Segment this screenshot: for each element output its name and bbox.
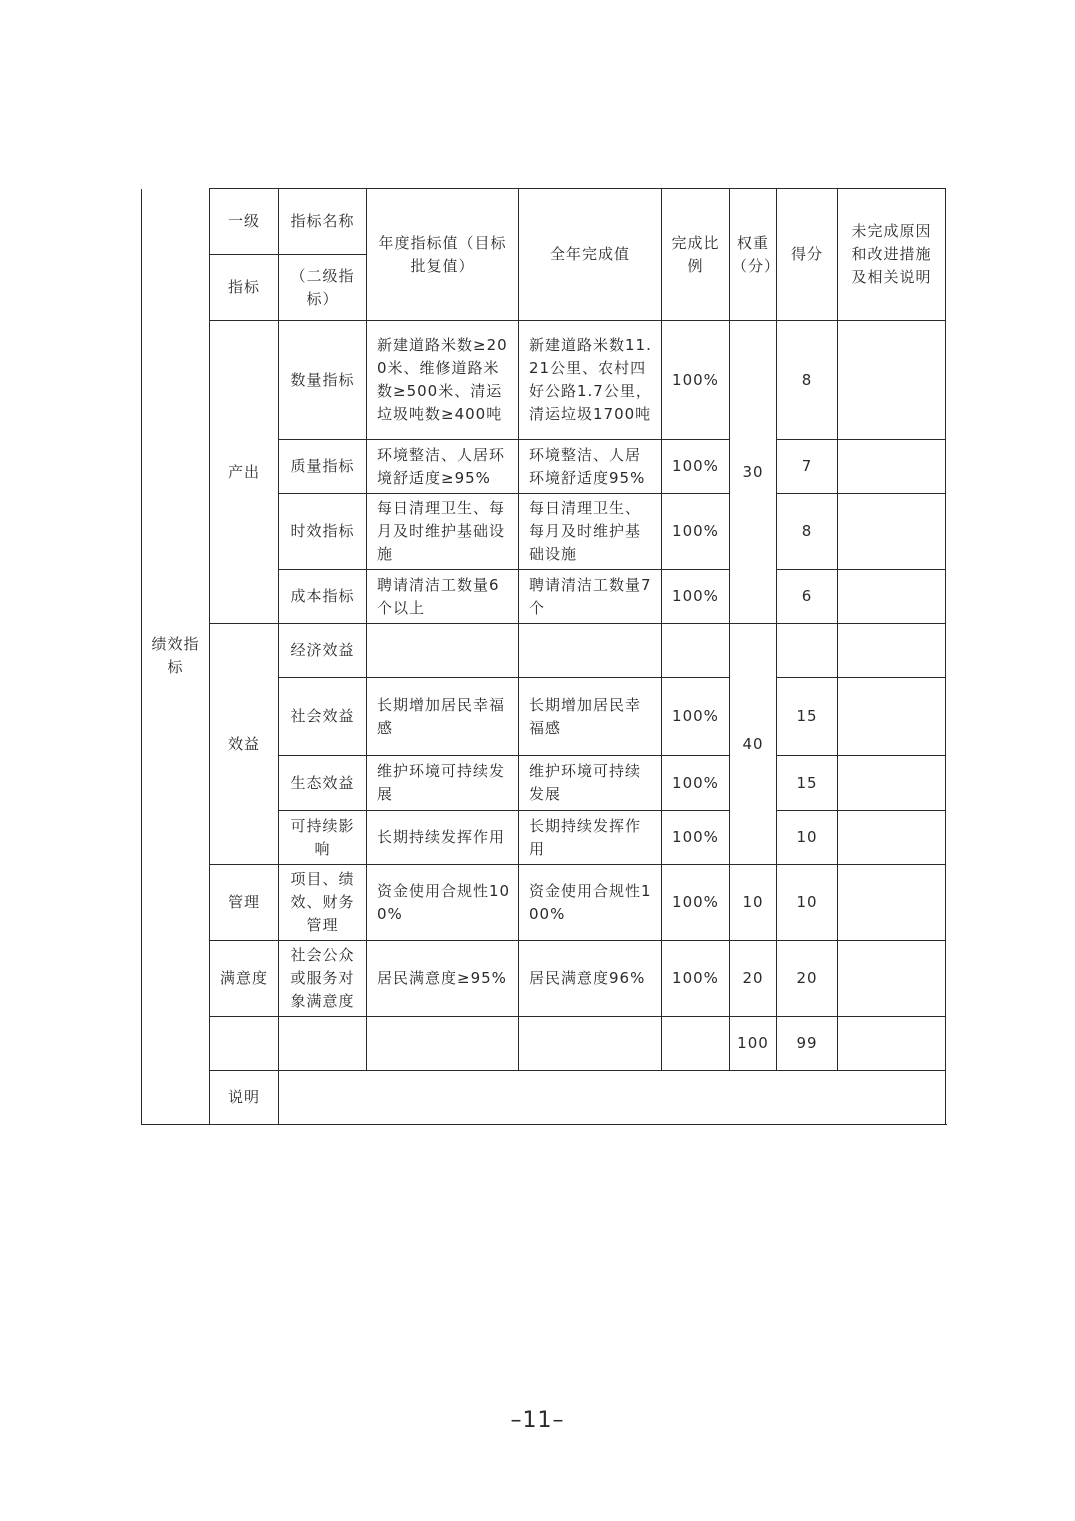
satisfaction-label: 满意度 bbox=[210, 941, 279, 1017]
indicator-name: 质量指标 bbox=[279, 440, 367, 494]
reason-cell bbox=[838, 756, 946, 811]
note-label: 说明 bbox=[210, 1071, 279, 1125]
output-row bbox=[142, 321, 946, 440]
reason-cell bbox=[838, 865, 946, 941]
target-value: 长期增加居民幸福感 bbox=[367, 678, 519, 756]
target-value: 环境整洁、人居环境舒适度≥95% bbox=[367, 440, 519, 494]
management-weight: 10 bbox=[730, 865, 777, 941]
completion-ratio: 100% bbox=[662, 440, 730, 494]
completion-ratio: 100% bbox=[662, 811, 730, 865]
reason-cell bbox=[838, 941, 946, 1017]
header-ratio: 完成比例 bbox=[662, 189, 730, 321]
total-empty bbox=[279, 1017, 367, 1071]
header-target: 年度指标值（目标批复值） bbox=[367, 189, 519, 321]
completion-ratio: 100% bbox=[662, 570, 730, 624]
actual-value: 聘请清洁工数量7个 bbox=[519, 570, 662, 624]
score: 10 bbox=[777, 865, 838, 941]
score: 10 bbox=[777, 811, 838, 865]
actual-value bbox=[519, 624, 662, 678]
target-value: 聘请清洁工数量6个以上 bbox=[367, 570, 519, 624]
score: 15 bbox=[777, 756, 838, 811]
score bbox=[777, 624, 838, 678]
benefit-row bbox=[142, 624, 946, 678]
output-weight: 30 bbox=[730, 321, 777, 624]
target-value: 每日清理卫生、每月及时维护基础设施 bbox=[367, 494, 519, 570]
page-number: –11– bbox=[510, 1408, 565, 1433]
target-value: 居民满意度≥95% bbox=[367, 941, 519, 1017]
target-value: 维护环境可持续发展 bbox=[367, 756, 519, 811]
indicator-name: 可持续影响 bbox=[279, 811, 367, 865]
header-name-bottom: （二级指标） bbox=[279, 255, 367, 321]
header-weight: 权重（分） bbox=[730, 189, 777, 321]
indicator-name: 经济效益 bbox=[279, 624, 367, 678]
completion-ratio: 100% bbox=[662, 678, 730, 756]
target-value: 资金使用合规性100% bbox=[367, 865, 519, 941]
actual-value: 环境整洁、人居环境舒适度95% bbox=[519, 440, 662, 494]
score: 7 bbox=[777, 440, 838, 494]
completion-ratio: 100% bbox=[662, 494, 730, 570]
note-row bbox=[142, 1071, 946, 1125]
reason-cell bbox=[838, 321, 946, 440]
reason-cell bbox=[838, 570, 946, 624]
completion-ratio bbox=[662, 624, 730, 678]
actual-value: 长期增加居民幸福感 bbox=[519, 678, 662, 756]
reason-cell bbox=[838, 440, 946, 494]
total-empty bbox=[367, 1017, 519, 1071]
total-empty bbox=[662, 1017, 730, 1071]
actual-value: 新建道路米数11.21公里、农村四好公路1.7公里，清运垃圾1700吨 bbox=[519, 321, 662, 440]
note-content bbox=[279, 1071, 946, 1125]
reason-cell bbox=[838, 624, 946, 678]
reason-cell bbox=[838, 811, 946, 865]
total-score: 99 bbox=[777, 1017, 838, 1071]
satisfaction-weight: 20 bbox=[730, 941, 777, 1017]
indicator-name: 项目、绩效、财务管理 bbox=[279, 865, 367, 941]
completion-ratio: 100% bbox=[662, 756, 730, 811]
reason-cell bbox=[838, 1017, 946, 1071]
indicator-name: 时效指标 bbox=[279, 494, 367, 570]
total-empty bbox=[210, 1017, 279, 1071]
indicator-name: 生态效益 bbox=[279, 756, 367, 811]
score: 6 bbox=[777, 570, 838, 624]
satisfaction-row bbox=[142, 941, 946, 1017]
completion-ratio: 100% bbox=[662, 321, 730, 440]
actual-value: 长期持续发挥作用 bbox=[519, 811, 662, 865]
header-actual: 全年完成值 bbox=[519, 189, 662, 321]
total-weight: 100 bbox=[730, 1017, 777, 1071]
score: 15 bbox=[777, 678, 838, 756]
category-cell: 绩效指标 bbox=[142, 189, 210, 1125]
actual-value: 每日清理卫生、每月及时维护基础设施 bbox=[519, 494, 662, 570]
target-value bbox=[367, 624, 519, 678]
indicator-name: 社会效益 bbox=[279, 678, 367, 756]
header-score: 得分 bbox=[777, 189, 838, 321]
completion-ratio: 100% bbox=[662, 865, 730, 941]
indicator-name: 数量指标 bbox=[279, 321, 367, 440]
actual-value: 居民满意度96% bbox=[519, 941, 662, 1017]
actual-value: 资金使用合规性100% bbox=[519, 865, 662, 941]
benefit-weight: 40 bbox=[730, 624, 777, 865]
management-label: 管理 bbox=[210, 865, 279, 941]
reason-cell bbox=[838, 678, 946, 756]
output-label: 产出 bbox=[210, 321, 279, 624]
header-reason: 未完成原因和改进措施及相关说明 bbox=[838, 189, 946, 321]
total-row bbox=[142, 1017, 946, 1071]
indicator-name: 社会公众或服务对象满意度 bbox=[279, 941, 367, 1017]
target-value: 长期持续发挥作用 bbox=[367, 811, 519, 865]
benefit-label: 效益 bbox=[210, 624, 279, 865]
target-value: 新建道路米数≥200米、维修道路米数≥500米、清运垃圾吨数≥400吨 bbox=[367, 321, 519, 440]
total-empty bbox=[519, 1017, 662, 1071]
score: 8 bbox=[777, 494, 838, 570]
header-level1-bottom: 指标 bbox=[210, 255, 279, 321]
reason-cell bbox=[838, 494, 946, 570]
header-name-top: 指标名称 bbox=[279, 189, 367, 255]
score: 20 bbox=[777, 941, 838, 1017]
actual-value: 维护环境可持续发展 bbox=[519, 756, 662, 811]
completion-ratio: 100% bbox=[662, 941, 730, 1017]
performance-table bbox=[141, 188, 946, 1125]
management-row bbox=[142, 865, 946, 941]
indicator-name: 成本指标 bbox=[279, 570, 367, 624]
score: 8 bbox=[777, 321, 838, 440]
header-level1-top: 一级 bbox=[210, 189, 279, 255]
